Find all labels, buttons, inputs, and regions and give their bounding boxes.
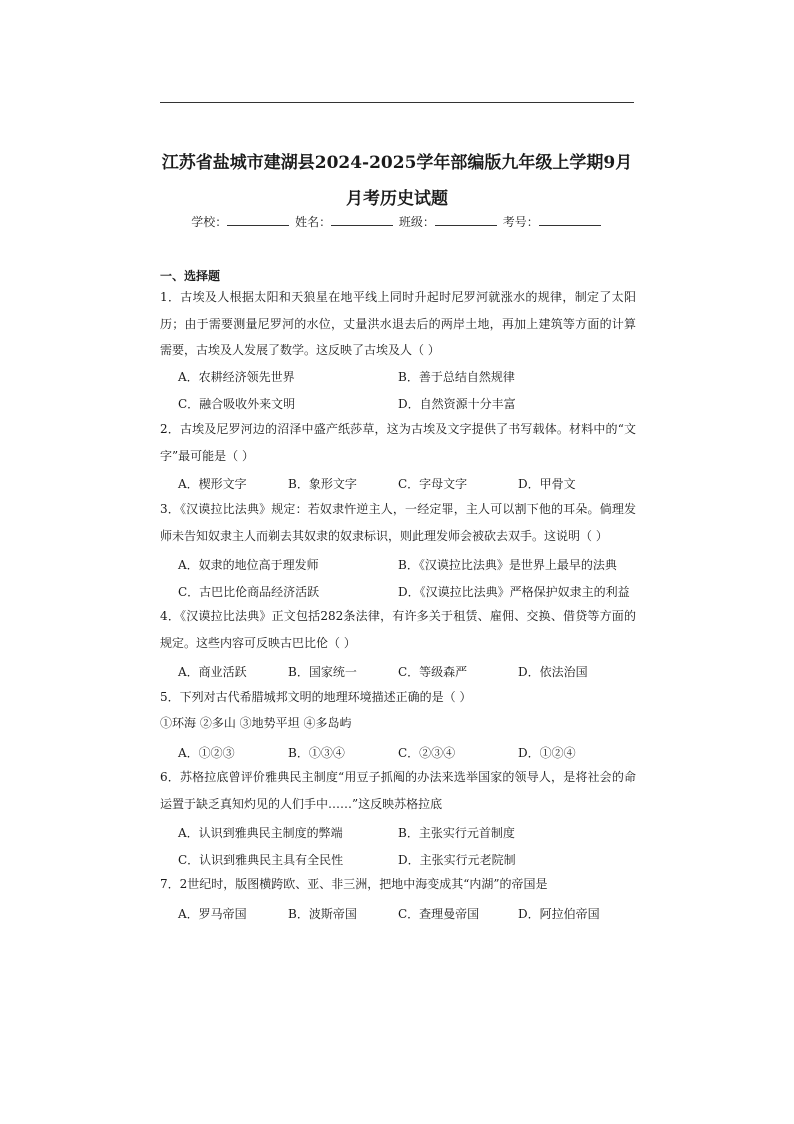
school-blank — [227, 213, 289, 226]
question-7-options — [178, 905, 648, 922]
option-c: C．认识到雅典民主具有全民性 — [178, 853, 344, 867]
option-d: D．《汉谟拉比法典》严格保护奴隶主的利益 — [398, 585, 630, 599]
option-a: A．奴隶的地位高于理发师 — [178, 558, 319, 572]
question-3-options — [178, 556, 648, 573]
option-a: A．楔形文字 — [178, 477, 247, 491]
section-heading: 一、选择题 — [160, 269, 221, 283]
option-b: B．国家统一 — [288, 665, 357, 679]
question-6-options-2 — [178, 851, 648, 868]
number-label: 考号： — [502, 215, 539, 229]
class-label: 班级： — [398, 215, 435, 229]
option-c: C．融合吸收外来文明 — [178, 397, 296, 411]
number-blank — [539, 213, 601, 226]
option-c: C．②③④ — [398, 746, 456, 760]
question-3: 3．《汉谟拉比法典》规定：若奴隶忤逆主人，一经定罪，主人可以割下他的耳朵。倘理发师未告知奴隶主人而剃去其奴隶的奴隶标识，则此理发师会被砍去双手。这说明（ ） — [160, 502, 636, 543]
option-b: B．主张实行元首制度 — [398, 826, 515, 840]
question-1-options — [178, 368, 648, 385]
option-d: D．主张实行元老院制 — [398, 853, 516, 867]
question-7: 7．2世纪时，版图横跨欧、亚、非三洲，把地中海变成其“内湖”的帝国是 — [160, 877, 548, 891]
option-c: C．古巴比伦商品经济活跃 — [178, 585, 320, 599]
option-d: D．自然资源十分丰富 — [398, 397, 516, 411]
option-b: B．①③④ — [288, 746, 345, 760]
option-c: C．查理曼帝国 — [398, 907, 480, 921]
school-label: 学校： — [191, 215, 228, 229]
question-4-options — [178, 663, 648, 680]
question-6: 6．苏格拉底曾评价雅典民主制度“用豆子抓阄的办法来选举国家的领导人，是将社会的命运置于缺乏真知灼见的人们手中……”这反映苏格拉底 — [160, 770, 636, 811]
option-a: A．罗马帝国 — [178, 907, 247, 921]
option-a: A．认识到雅典民主制度的弊端 — [178, 826, 343, 840]
name-label: 姓名： — [295, 215, 332, 229]
option-b: B．象形文字 — [288, 477, 357, 491]
option-d: D．①②④ — [518, 746, 576, 760]
option-d: D．阿拉伯帝国 — [518, 907, 600, 921]
option-d: D．甲骨文 — [518, 477, 576, 491]
option-b: B．波斯帝国 — [288, 907, 357, 921]
option-b: B．善于总结自然规律 — [398, 370, 515, 384]
question-5-options — [178, 744, 648, 761]
option-c: C．等级森严 — [398, 665, 468, 679]
option-a: A．商业活跃 — [178, 665, 247, 679]
question-1: 1．古埃及人根据太阳和天狼星在地平线上同时升起时尼罗河就涨水的规律，制定了太阳历；由于需要测量尼罗河的水位，丈量洪水退去后的两岸土地，再加上建筑等方面的计算需要，古埃及人发展了数学。这反映了古埃及人（ ） — [160, 290, 636, 357]
option-b: B．《汉谟拉比法典》是世界上最早的法典 — [398, 558, 617, 572]
question-6-options — [178, 824, 648, 841]
option-a: A．农耕经济领先世界 — [178, 370, 295, 384]
page-title: 江苏省盐城市建湖县2024-2025学年部编版九年级上学期9月 — [161, 153, 633, 173]
page-subtitle: 月考历史试题 — [346, 189, 448, 209]
question-2: 2．古埃及尼罗河边的沼泽中盛产纸莎草，这为古埃及文字提供了书写载体。材料中的“文字”最可能是（ ） — [160, 422, 636, 463]
class-blank — [435, 213, 497, 226]
question-5-items: ①环海 ②多山 ③地势平坦 ④多岛屿 — [160, 716, 352, 730]
header-rule — [160, 102, 634, 103]
question-1-options-2 — [178, 395, 648, 412]
option-d: D．依法治国 — [518, 665, 588, 679]
option-a: A．①②③ — [178, 746, 235, 760]
question-4: 4．《汉谟拉比法典》正文包括282条法律，有许多关于租赁、雇佣、交换、借贷等方面的规定。这些内容可反映古巴比伦（ ） — [160, 609, 636, 650]
option-c: C．字母文字 — [398, 477, 468, 491]
question-2-options — [178, 475, 648, 492]
name-blank — [331, 213, 393, 226]
question-5: 5．下列对古代希腊城邦文明的地理环境描述正确的是（ ） — [160, 690, 472, 704]
student-info-line — [0, 213, 794, 230]
question-3-options-2 — [178, 583, 648, 600]
